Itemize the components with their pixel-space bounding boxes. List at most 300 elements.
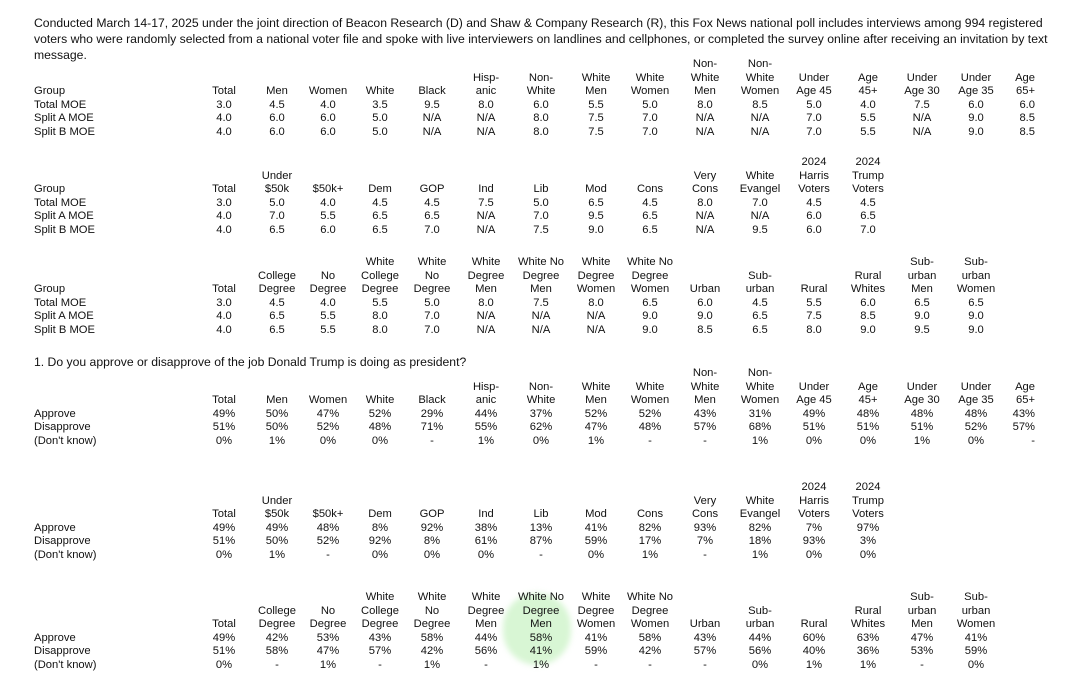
table-cell: N/A (912, 125, 932, 138)
column-header: Non- White Men (690, 58, 720, 97)
table-cell: 6.5 (914, 296, 930, 309)
table-cell: 5.0 (806, 98, 822, 111)
table-cell: 7.0 (642, 125, 658, 138)
table-cell: 4.5 (269, 296, 285, 309)
column-header: Non- White Women (740, 367, 780, 406)
column-header: Very Cons (691, 494, 719, 520)
column-header: Sub- urban Men (907, 256, 937, 295)
table-cell: 8.0 (806, 323, 822, 336)
column-header: Total (212, 85, 236, 97)
table-cell: 13% (529, 521, 553, 534)
table-cell: 0% (423, 548, 441, 561)
table-cell: 71% (420, 421, 444, 433)
row-label: Split A MOE (34, 210, 94, 222)
table-cell: 93% (693, 521, 717, 534)
column-header: Mod (585, 183, 607, 195)
table-cell: 5.5 (860, 125, 876, 138)
table-cell: 6.5 (968, 296, 984, 309)
column-header: Lib (533, 183, 549, 195)
table-cell: 6.5 (642, 223, 658, 236)
table-cell: 9.0 (642, 310, 658, 322)
column-header: Under $50k (261, 494, 293, 520)
column-header: White College Degree (361, 256, 399, 295)
table-cell: 1% (587, 434, 605, 447)
table-cell: 59% (584, 645, 608, 657)
table-cell: 7.5 (533, 296, 549, 309)
group-header: Group (34, 283, 66, 295)
table-cell: 3.0 (216, 98, 232, 111)
column-header: Sub- urban (745, 604, 775, 630)
table-cell: 7% (696, 535, 714, 547)
table-cell: 44% (474, 407, 498, 420)
table-cell: - (703, 548, 707, 561)
column-header: GOP (419, 508, 445, 520)
table-cell: 52% (368, 407, 392, 420)
table-cell: 9.0 (968, 323, 984, 336)
table-cell: 55% (474, 421, 498, 433)
table-cell: 48% (638, 421, 662, 433)
table-cell: 17% (638, 535, 662, 547)
table-cell: 6.0 (860, 296, 876, 309)
table-cell: 3.0 (216, 196, 232, 209)
table-cell: 4.5 (424, 196, 440, 209)
column-header: Hisp- anic (472, 380, 500, 406)
table-cell: 0% (215, 434, 233, 447)
row-label: Approve (34, 521, 76, 534)
table-cell: 6.0 (269, 112, 285, 124)
column-header: White No Degree Women (626, 591, 673, 630)
column-header: Ind (478, 183, 494, 195)
column-header: Age 65+ (1015, 380, 1035, 406)
table-cell: 6.5 (372, 210, 388, 222)
table-cell: 6.0 (269, 125, 285, 138)
table-cell: 9.0 (968, 112, 984, 124)
table-cell: 42% (420, 645, 444, 657)
table-cell: - (275, 658, 279, 671)
table-cell: 6.5 (642, 296, 658, 309)
column-header: White Women (630, 380, 670, 406)
table-cell: 6.5 (424, 210, 440, 222)
table-cell: 9.5 (424, 98, 440, 111)
column-header: Age 65+ (1015, 71, 1035, 97)
table-cell: 51% (212, 645, 236, 657)
table-cell: N/A (422, 125, 442, 138)
column-header: Cons (636, 508, 664, 520)
column-header: White No Degree (413, 256, 451, 295)
column-header: White No Degree Men (517, 591, 564, 630)
column-header: Total (212, 183, 236, 195)
table-cell: 4.5 (372, 196, 388, 209)
table-cell: 8.0 (478, 296, 494, 309)
table-cell: 41% (964, 631, 988, 644)
column-header: White No Degree (413, 591, 451, 630)
table-cell: 8.0 (372, 310, 388, 322)
table-cell: 8.5 (1019, 112, 1035, 124)
table-cell: 4.5 (642, 196, 658, 209)
row-label: Disapprove (34, 645, 91, 657)
group-header: Group (34, 183, 66, 195)
table-cell: 0% (371, 434, 389, 447)
table-cell: 9.0 (588, 223, 604, 236)
table-cell: 43% (693, 407, 717, 420)
table-cell: 1% (913, 434, 931, 447)
table-cell: N/A (912, 112, 932, 124)
table-cell: 1% (477, 434, 495, 447)
table-cell: 51% (856, 421, 880, 433)
table-cell: 6.0 (320, 125, 336, 138)
table-cell: 44% (474, 631, 498, 644)
column-header: $50k+ (312, 508, 344, 520)
table-cell: 6.0 (968, 98, 984, 111)
column-header: Total (212, 618, 236, 630)
table-cell: - (326, 548, 330, 561)
table-cell: 40% (802, 645, 826, 657)
table-cell: 8.0 (697, 98, 713, 111)
table-cell: 29% (420, 407, 444, 420)
column-header: Non- White Women (740, 58, 780, 97)
table-cell: 3.5 (372, 98, 388, 111)
column-header: Women (308, 85, 348, 97)
table-cell: 9.5 (588, 210, 604, 222)
table-cell: 59% (964, 645, 988, 657)
table-cell: 58% (529, 631, 553, 644)
table-cell: 8.0 (372, 323, 388, 336)
question-1: 1. Do you approve or disapprove of the job Donald Trump is doing as president? (34, 355, 467, 369)
column-header: White Degree Men (467, 591, 505, 630)
table-cell: 57% (368, 645, 392, 657)
table-cell: 4.5 (806, 196, 822, 209)
column-header: Rural Whites (850, 269, 886, 295)
table-cell: 9.0 (968, 125, 984, 138)
table-cell: 0% (805, 548, 823, 561)
table-cell: 8% (371, 521, 389, 534)
column-header: White Evangel (739, 494, 781, 520)
table-cell: N/A (476, 112, 496, 124)
table-cell: N/A (695, 112, 715, 124)
table-cell: 7.5 (806, 310, 822, 322)
table-cell: 47% (584, 421, 608, 433)
column-header: Cons (636, 183, 664, 195)
table-cell: 0% (967, 434, 985, 447)
column-header: Urban (689, 618, 721, 630)
table-cell: N/A (695, 210, 715, 222)
table-cell: 0% (215, 658, 233, 671)
table-cell: - (594, 658, 598, 671)
table-cell: 5.5 (320, 310, 336, 322)
row-label: Split B MOE (34, 125, 95, 138)
table-cell: 1% (641, 548, 659, 561)
table-cell: 41% (584, 521, 608, 534)
column-header: White Men (581, 71, 611, 97)
table-cell: 0% (751, 658, 769, 671)
table-cell: 6.0 (697, 296, 713, 309)
table-cell: N/A (531, 310, 551, 322)
row-label: Total MOE (34, 196, 87, 209)
table-cell: 56% (474, 645, 498, 657)
column-header: White College Degree (361, 591, 399, 630)
table-cell: N/A (476, 125, 496, 138)
column-header: College Degree (258, 604, 296, 630)
table-cell: 8.0 (478, 98, 494, 111)
table-cell: 41% (584, 631, 608, 644)
table-cell: 44% (748, 631, 772, 644)
column-header: 2024 Trump Voters (852, 156, 884, 195)
table-cell: 8.0 (533, 112, 549, 124)
column-header: Non- White (526, 71, 556, 97)
table-cell: 60% (802, 631, 826, 644)
column-header: Under Age 30 (904, 380, 940, 406)
table-cell: 0% (805, 434, 823, 447)
table-cell: 5.0 (269, 196, 285, 209)
table-cell: 36% (856, 645, 880, 657)
column-header: 2024 Harris Voters (798, 481, 830, 520)
table-cell: 0% (477, 548, 495, 561)
table-cell: 49% (265, 521, 289, 534)
column-header: Sub- urban (745, 269, 775, 295)
table-cell: 4.5 (269, 98, 285, 111)
table-cell: 9.5 (914, 323, 930, 336)
table-cell: 47% (910, 631, 934, 644)
table-cell: - (484, 658, 488, 671)
column-header: $50k+ (312, 183, 344, 195)
table-cell: 6.5 (860, 210, 876, 222)
table-cell: N/A (695, 223, 715, 236)
table-cell: 5.5 (372, 296, 388, 309)
table-cell: 6.5 (588, 196, 604, 209)
table-cell: 7.0 (752, 196, 768, 209)
table-cell: 58% (265, 645, 289, 657)
table-cell: 43% (1012, 407, 1035, 420)
row-label: Approve (34, 407, 76, 420)
table-cell: 6.5 (269, 323, 285, 336)
table-cell: 82% (748, 521, 772, 534)
table-cell: 50% (265, 421, 289, 433)
table-cell: 38% (474, 521, 498, 534)
table-cell: 4.0 (320, 296, 336, 309)
table-cell: 7.5 (478, 196, 494, 209)
table-cell: 7.0 (424, 323, 440, 336)
table-cell: 87% (529, 535, 553, 547)
column-header: White No Degree Men (517, 256, 564, 295)
table-cell: 92% (368, 535, 392, 547)
group-header: Group (34, 85, 66, 97)
table-cell: 7.5 (914, 98, 930, 111)
column-header: Black (418, 85, 446, 97)
column-header: Under Age 35 (958, 71, 994, 97)
table-cell: 0% (532, 434, 550, 447)
table-cell: 52% (964, 421, 988, 433)
table-cell: N/A (695, 125, 715, 138)
table-cell: N/A (750, 112, 770, 124)
table-cell: - (703, 434, 707, 447)
column-header: White (365, 394, 395, 406)
column-header: Men (266, 394, 288, 406)
table-cell: 1% (751, 434, 769, 447)
table-cell: 5.0 (642, 98, 658, 111)
column-header: Ind (478, 508, 494, 520)
column-header: No Degree (309, 604, 347, 630)
row-label: Total MOE (34, 98, 87, 111)
table-cell: 52% (316, 421, 340, 433)
column-header: Dem (368, 183, 392, 195)
row-label: Approve (34, 631, 76, 644)
table-cell: 0% (859, 434, 877, 447)
table-cell: 62% (529, 421, 553, 433)
column-header: Urban (689, 283, 721, 295)
table-cell: 6.0 (320, 223, 336, 236)
table-cell: 5.0 (533, 196, 549, 209)
table-cell: 93% (802, 535, 826, 547)
table-cell: 1% (805, 658, 823, 671)
table-cell: 61% (474, 535, 498, 547)
table-cell: 4.0 (860, 98, 876, 111)
table-cell: 51% (802, 421, 826, 433)
table-cell: 48% (856, 407, 880, 420)
table-cell: N/A (750, 125, 770, 138)
table-cell: 52% (638, 407, 662, 420)
table-cell: 8.5 (1019, 125, 1035, 138)
table-cell: 59% (584, 535, 608, 547)
column-header: GOP (419, 183, 445, 195)
table-cell: 6.5 (642, 210, 658, 222)
table-cell: 5.5 (320, 210, 336, 222)
table-cell: 53% (910, 645, 934, 657)
column-header: White Evangel (739, 169, 781, 195)
table-cell: 0% (967, 658, 985, 671)
table-cell: 7.0 (424, 223, 440, 236)
column-header: No Degree (309, 269, 347, 295)
table-cell: 4.0 (216, 323, 232, 336)
column-header: Under Age 45 (796, 380, 832, 406)
column-header: Men (266, 85, 288, 97)
table-cell: 31% (748, 407, 772, 420)
table-cell: 6.0 (533, 98, 549, 111)
table-cell: 7.0 (860, 223, 876, 236)
table-cell: 5.0 (424, 296, 440, 309)
table-cell: 8.5 (860, 310, 876, 322)
table-cell: 6.5 (372, 223, 388, 236)
table-cell: 58% (420, 631, 444, 644)
column-header: 2024 Harris Voters (798, 156, 830, 195)
column-header: College Degree (258, 269, 296, 295)
table-cell: 8% (423, 535, 441, 547)
table-cell: 6.0 (806, 223, 822, 236)
table-cell: 1% (268, 548, 286, 561)
table-cell: 48% (316, 521, 340, 534)
column-header: White (365, 85, 395, 97)
table-cell: 4.0 (216, 210, 232, 222)
table-cell: 97% (856, 521, 880, 534)
table-cell: - (648, 658, 652, 671)
table-cell: 48% (910, 407, 934, 420)
table-cell: 1% (859, 658, 877, 671)
table-cell: 4.5 (752, 296, 768, 309)
table-cell: 0% (371, 548, 389, 561)
table-cell: 49% (212, 631, 236, 644)
column-header: Non- White Men (690, 367, 720, 406)
column-header: Mod (585, 508, 607, 520)
table-cell: 0% (587, 548, 605, 561)
table-cell: 7.0 (424, 310, 440, 322)
table-cell: 52% (584, 407, 608, 420)
table-cell: 50% (265, 407, 289, 420)
table-cell: 4.0 (320, 196, 336, 209)
table-cell: N/A (586, 310, 606, 322)
table-cell: 0% (859, 548, 877, 561)
table-cell: N/A (476, 310, 496, 322)
table-cell: N/A (531, 323, 551, 336)
column-header: Dem (368, 508, 392, 520)
table-cell: - (378, 658, 382, 671)
column-header: Total (212, 394, 236, 406)
column-header: Black (418, 394, 446, 406)
table-cell: 53% (316, 631, 340, 644)
table-cell: 5.5 (806, 296, 822, 309)
table-cell: 50% (265, 535, 289, 547)
table-cell: 51% (212, 535, 236, 547)
table-cell: N/A (476, 223, 496, 236)
table-cell: 4.0 (216, 125, 232, 138)
table-cell: 57% (1012, 421, 1035, 433)
table-cell: 4.0 (216, 310, 232, 322)
column-header: Rural (800, 618, 828, 630)
table-cell: 51% (910, 421, 934, 433)
table-cell: 37% (529, 407, 553, 420)
table-cell: 1% (319, 658, 337, 671)
table-cell: 5.0 (372, 112, 388, 124)
table-cell: 42% (265, 631, 289, 644)
table-cell: 9.0 (697, 310, 713, 322)
column-header: White Degree Women (576, 256, 616, 295)
table-cell: 63% (856, 631, 880, 644)
table-cell: 7.0 (806, 125, 822, 138)
column-header: Under Age 30 (904, 71, 940, 97)
poll-intro: Conducted March 14-17, 2025 under the joint direction of Beacon Research (D) and Shaw & Company Research (R), this Fox News national poll includes interviews among 994 registered voters who were randomly selected from a national voter file and spoke with live interviewers on landlines and cellphones, or completed the survey online after receiving an invitation by text message. (34, 16, 1048, 62)
column-header: Under Age 35 (958, 380, 994, 406)
table-cell: 9.0 (968, 310, 984, 322)
table-cell: N/A (750, 210, 770, 222)
row-label: Split A MOE (34, 112, 94, 124)
row-label: Disapprove (34, 421, 91, 433)
table-cell: 52% (316, 535, 340, 547)
table-cell: 4.0 (216, 112, 232, 124)
column-header: Sub- urban Women (956, 591, 996, 630)
column-header: Total (212, 283, 236, 295)
table-cell: 7.0 (806, 112, 822, 124)
table-cell: 49% (802, 407, 826, 420)
table-cell: 68% (748, 421, 772, 433)
column-header: White Degree Women (576, 591, 616, 630)
table-cell: 57% (693, 421, 717, 433)
table-cell: - (648, 434, 652, 447)
row-label: (Don't know) (34, 658, 97, 671)
column-header: White No Degree Women (626, 256, 673, 295)
table-cell: 1% (751, 548, 769, 561)
row-label: (Don't know) (34, 548, 97, 561)
table-cell: 6.0 (320, 112, 336, 124)
table-cell: 51% (212, 421, 236, 433)
table-cell: 7.5 (588, 112, 604, 124)
column-header: Sub- urban Women (956, 256, 996, 295)
column-header: Very Cons (691, 169, 719, 195)
table-cell: 48% (368, 421, 392, 433)
row-label: (Don't know) (34, 434, 97, 447)
column-header: Age 45+ (858, 380, 878, 406)
table-cell: - (539, 548, 543, 561)
table-cell: 4.5 (860, 196, 876, 209)
column-header: Lib (533, 508, 549, 520)
table-cell: 8.5 (697, 323, 713, 336)
